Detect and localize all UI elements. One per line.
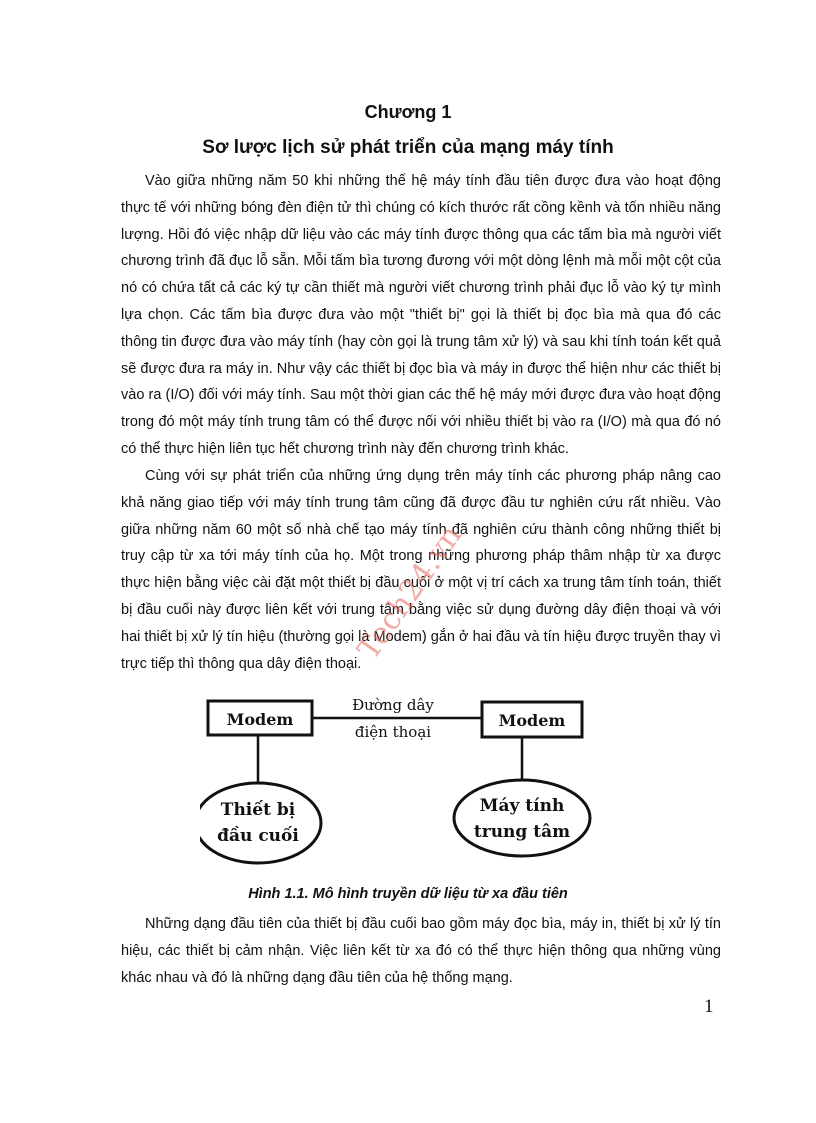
body-paragraph-1 xyxy=(121,168,721,463)
paragraph-text: Những dạng đầu tiên của thiết bị đầu cuối bao gồm máy đọc bìa, máy in, thiết bị xử lý tín hiệu, các thiết bị cảm nhận. Việc liên kết từ xa đó có thể thực hiện thông qua những vùng khác nhau và đó là những dạng đầu tiên của hệ thống mạng. xyxy=(121,916,721,986)
terminal-ellipse xyxy=(200,783,321,863)
body-paragraph-2 xyxy=(121,463,721,677)
watermark-text: Tech24.vn xyxy=(351,518,469,667)
body-paragraph-3 xyxy=(121,911,721,991)
line-label-bottom: điện thoại xyxy=(354,723,432,741)
central-label-line1: Máy tính xyxy=(479,796,565,816)
modem-left-label: Modem xyxy=(226,710,294,729)
page-number: 1 xyxy=(704,996,714,1017)
figure-caption: Hình 1.1. Mô hình truyền dữ liệu từ xa đầu tiên xyxy=(248,886,568,902)
terminal-label-line2: đầu cuối xyxy=(217,826,299,846)
chapter-heading: Chương 1 xyxy=(364,102,452,122)
terminal-label-line1: Thiết bị xyxy=(220,800,296,820)
figure-diagram xyxy=(200,688,600,873)
modem-right-label: Modem xyxy=(498,711,566,730)
line-label-top: Đường dây xyxy=(352,696,434,714)
central-label-line2: trung tâm xyxy=(473,822,571,842)
chapter-title: Sơ lược lịch sử phát triển của mạng máy tính xyxy=(202,137,614,158)
central-computer-ellipse xyxy=(454,780,590,856)
paragraph-text: Vào giữa những năm 50 khi những thế hệ máy tính đầu tiên được đưa vào hoạt động thực tế với những bóng đèn điện tử thì chúng có kích thước rất cồng kềnh và tốn nhiều năng lượng. Hồi đó việc nhập dữ liệu vào các máy tính được thông qua các tấm bìa mà người viết chương trình đã đục lỗ sẵn. Mỗi tấm bìa tương đương với một dòng lệnh mà mỗi một cột của nó có chứa tất cả các ký tự cần thiết mà người viết chương trình phải đục lỗ vào ký tự mình lựa chọn. Các tấm bìa được đưa vào một "thiết bị" gọi là thiết bị đọc bìa mà qua đó các thông tin được đưa vào máy tính (hay còn gọi là trung tâm xử lý) và sau khi tính toán kết quả sẽ được đưa ra máy in. Như vậy các thiết bị đọc bìa và máy in được thể hiện như các thiết bị vào ra (I/O) đối với máy tính. Sau một thời gian các thế hệ máy mới được đưa vào hoạt động trong đó một máy tính trung tâm có thể được nối với nhiều thiết bị vào ra (I/O) mà qua đó nó có thể thực hiện liên tục hết chương trình này đến chương trình khác. xyxy=(121,173,721,457)
paragraph-text: Cùng với sự phát triển của những ứng dụng trên máy tính các phương pháp nâng cao khả năng giao tiếp với máy tính trung tâm cũng đã được đầu tư nghiên cứu rất nhiều. Vào giữa những năm 60 một số nhà chế tạo máy tính đã nghiên cứu thành công những thiết bị truy cập từ xa tới máy tính của họ. Một trong những phương pháp thâm nhập từ xa được thực hiện bằng việc cài đặt một thiết bị đầu cuối ở một vị trí cách xa trung tâm tính toán, thiết bị đầu cuối này được liên kết với trung tâm bằng việc sử dụng đường dây điện thoại và với hai thiết bị xử lý tín hiệu (thường gọi là Modem) gắn ở hai đầu và tín hiệu được truyền thay vì trực tiếp thì thông qua dây điện thoại. xyxy=(121,468,721,672)
